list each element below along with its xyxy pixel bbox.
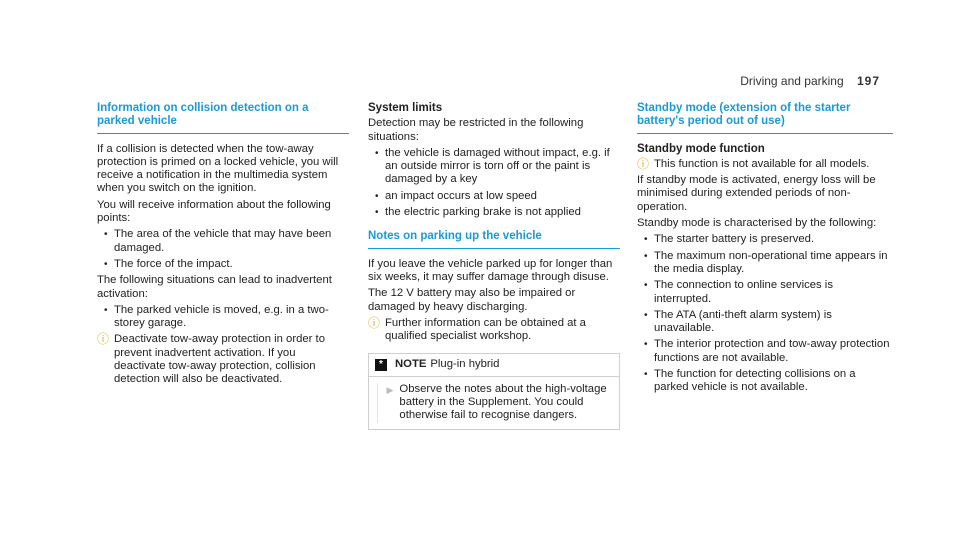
bullet-icon: • [644,309,648,321]
paragraph: If standby mode is activated, energy loss will be minimised during extended periods of non-operation. [637,174,876,213]
bullet-icon: • [104,304,108,316]
paragraph: The 12 V battery may also be impaired or damaged by heavy discharging. [368,287,576,313]
bullet-list [637,233,893,394]
info-note: ⓘ Deactivate tow-away protection in order to prevent inadvertent activation. If you deactivate tow-away protection, collision detection will also be deactivated. [97,332,325,386]
bullet-icon: • [644,250,648,262]
list-item: • The maximum non-operational time appears in the media display. [644,249,888,275]
subsection-title: Standby mode function [637,142,765,155]
list-item: • The starter battery is preserved. [644,233,815,246]
bullet-icon: • [104,258,108,270]
bullet-icon: • [644,280,648,292]
info-note: ⓘ This function is not available for all models. [637,156,870,171]
note-topic: Plug-in hybrid [430,358,500,371]
section-name: Driving and parking [740,74,844,88]
list-item: • The force of the impact. [104,257,233,270]
paragraph: Detection may be restricted in the following situations: [368,117,584,143]
note-bar [377,383,378,423]
bullet-list [368,147,620,219]
bullet-icon: • [104,229,108,241]
arrow-right-icon: ▶ [386,384,394,395]
section-title: Standby mode (extension of the starter battery's period out of use) [637,102,893,134]
bullet-icon: • [375,207,379,219]
note-keyword: NOTE [395,358,427,371]
paragraph: You will receive information about the following points: [97,198,331,225]
bullet-icon: • [644,369,648,381]
page-number: 197 [856,74,880,88]
note-body [369,377,619,429]
bullet-list [97,228,349,271]
list-item: • the vehicle is damaged without impact, e.g. if an outside mirror is torn off or the paint is damaged by a key [375,146,610,186]
list-item: • The interior protection and tow-away protection functions are not available. [644,338,890,364]
list-item: • an impact occurs at low speed [375,189,537,202]
paragraph: If a collision is detected when the tow-away protection is primed on a locked vehicle, you will receive a notification in the multimedia system when you switch on the ignition. [97,142,339,195]
bullet-icon: • [644,234,648,246]
bullet-list [97,304,349,331]
info-icon: ⓘ [97,332,110,347]
list-item: • The connection to online services is interrupted. [644,279,833,305]
column-standby-mode [637,102,893,398]
paragraph: If you leave the vehicle parked up for longer than six weeks, it may suffer damage through disuse. [368,257,613,283]
section-title: Information on collision detection on a parked vehicle [97,102,349,134]
list-item: • The function for detecting collisions on a parked vehicle is not available. [644,368,856,394]
note-header [369,354,619,376]
list-item: • The ATA (anti-theft alarm system) is unavailable. [644,308,832,335]
list-item: • The area of the vehicle that may have been damaged. [104,228,332,254]
column-collision-detection [97,102,349,390]
bullet-icon: • [644,339,648,351]
info-note: ⓘ Further information can be obtained at a qualified specialist workshop. [368,315,586,343]
paragraph: The following situations can lead to inadvertent activation: [97,274,332,300]
bullet-icon: • [375,190,379,202]
list-item: • The parked vehicle is moved, e.g. in a two-storey garage. [104,303,329,330]
running-header [740,74,880,88]
paragraph: Standby mode is characterised by the following: [637,217,877,230]
column-system-limits [368,102,620,430]
section-title: Notes on parking up the vehicle [368,230,620,248]
info-icon: ⓘ [368,315,381,330]
info-icon: ⓘ [637,156,650,171]
subsection-title: System limits [368,102,443,114]
note-text: Observe the notes about the high-voltage battery in the Supplement. You could otherwise fail to recognise dangers. [399,382,607,422]
warning-note-icon: * [375,359,387,371]
list-item: • the electric parking brake is not applied [375,206,581,219]
note-box [368,353,620,429]
bullet-icon: • [375,147,379,159]
